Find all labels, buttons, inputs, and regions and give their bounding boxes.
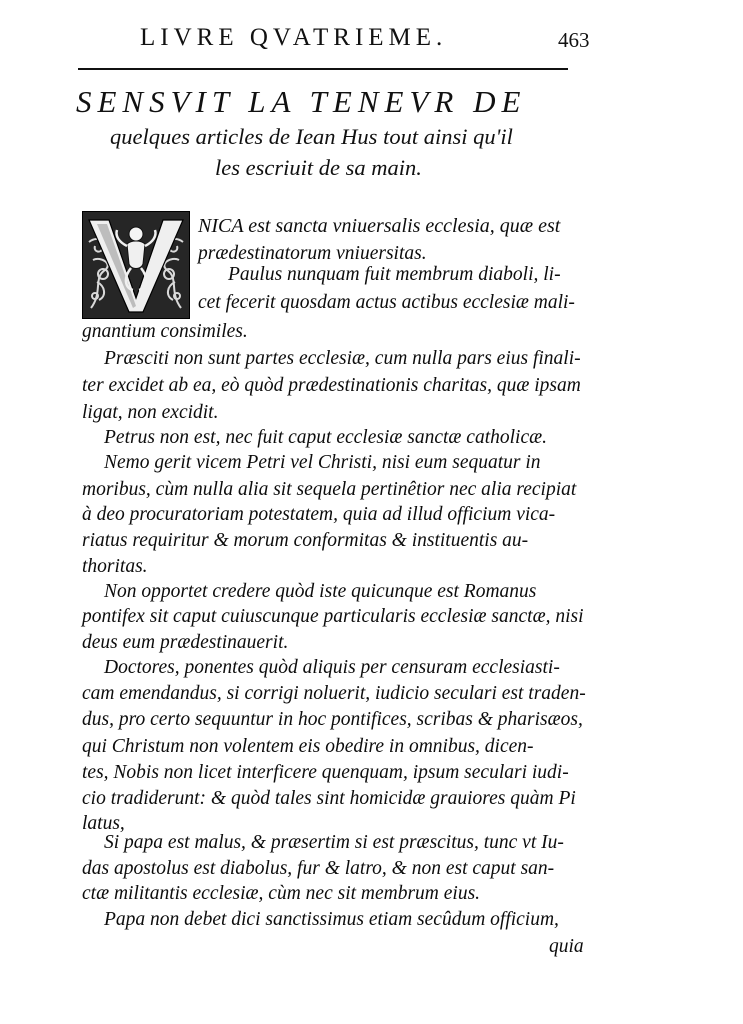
text-line: prædestinatorum vniuersitas. (198, 243, 427, 264)
chapter-subtitle-line-2: les escriuit de sa main. (215, 155, 422, 180)
text-line: moribus, cùm nulla alia sit sequela pertinêtior nec alia recipiat (82, 479, 577, 500)
text-line: cam emendandus, si corrigi noluerit, iudicio seculari est traden- (82, 683, 586, 704)
text-line: dus, pro certo sequuntur in hoc pontifices, scribas & pharisæos, (82, 709, 583, 730)
text-line: NICA est sancta vniuersalis ecclesia, quæ est (198, 215, 561, 237)
running-title: LIVRE QVATRIEME. (140, 24, 448, 51)
text-line: riatus requiritur & morum conformitas & instituentis au- (82, 530, 529, 551)
decorated-initial (82, 211, 190, 319)
text-line: Paulus nunquam fuit membrum diaboli, li- (228, 264, 561, 285)
text-line: qui Christum non volentem eis obedire in omnibus, dicen- (82, 736, 534, 757)
text-line: cio tradiderunt: & quòd tales sint homicidæ grauiores quàm Pi (82, 788, 576, 809)
text-line: Doctores, ponentes quòd aliquis per censuram ecclesiasti- (104, 657, 560, 678)
text-line: Papa non debet dici sanctissimus etiam secûdum officium, (104, 909, 559, 930)
chapter-title: SENSVIT LA TENEVR DE (76, 84, 527, 119)
text-line: thoritas. (82, 556, 148, 577)
text-line: gnantium consimiles. (82, 321, 248, 342)
text-line: pontifex sit caput cuiuscunque particularis ecclesiæ sanctæ, nisi (82, 606, 584, 627)
page-number: 463 (558, 28, 590, 52)
text-line: Non opportet credere quòd iste quicunque est Romanus (104, 581, 537, 602)
text-line: ctæ militantis ecclesiæ, cùm nec sit membrum eius. (82, 883, 481, 904)
header-rule (78, 68, 568, 70)
text-line: Si papa est malus, & præsertim si est præscitus, tunc vt Iu- (104, 832, 564, 853)
text-line: deus eum prædestinauerit. (82, 632, 289, 653)
text-line: latus, (82, 813, 125, 834)
text-line: das apostolus est diabolus, fur & latro, & non est caput san- (82, 858, 555, 879)
text-line: cet fecerit quosdam actus actibus ecclesiæ mali- (198, 292, 575, 313)
text-line: ligat, non excidit. (82, 402, 219, 423)
text-line: Nemo gerit vicem Petri vel Christi, nisi eum sequatur in (104, 452, 541, 473)
catchword: quia (549, 936, 584, 957)
text-line: Præsciti non sunt partes ecclesiæ, cum nulla pars eius finali- (104, 348, 581, 369)
chapter-subtitle-line-1: quelques articles de Iean Hus tout ainsi qu'il (110, 124, 513, 149)
text-line: Petrus non est, nec fuit caput ecclesiæ sanctæ catholicæ. (104, 427, 547, 448)
text-line: à deo procuratoriam potestatem, quia ad illud officium vica- (82, 504, 556, 525)
ornament-illustration (83, 212, 189, 318)
text-line: ter excidet ab ea, eò quòd prædestinationis charitas, quæ ipsam (82, 375, 581, 396)
text-line: tes, Nobis non licet interficere quenquam, ipsum seculari iudi- (82, 762, 569, 783)
